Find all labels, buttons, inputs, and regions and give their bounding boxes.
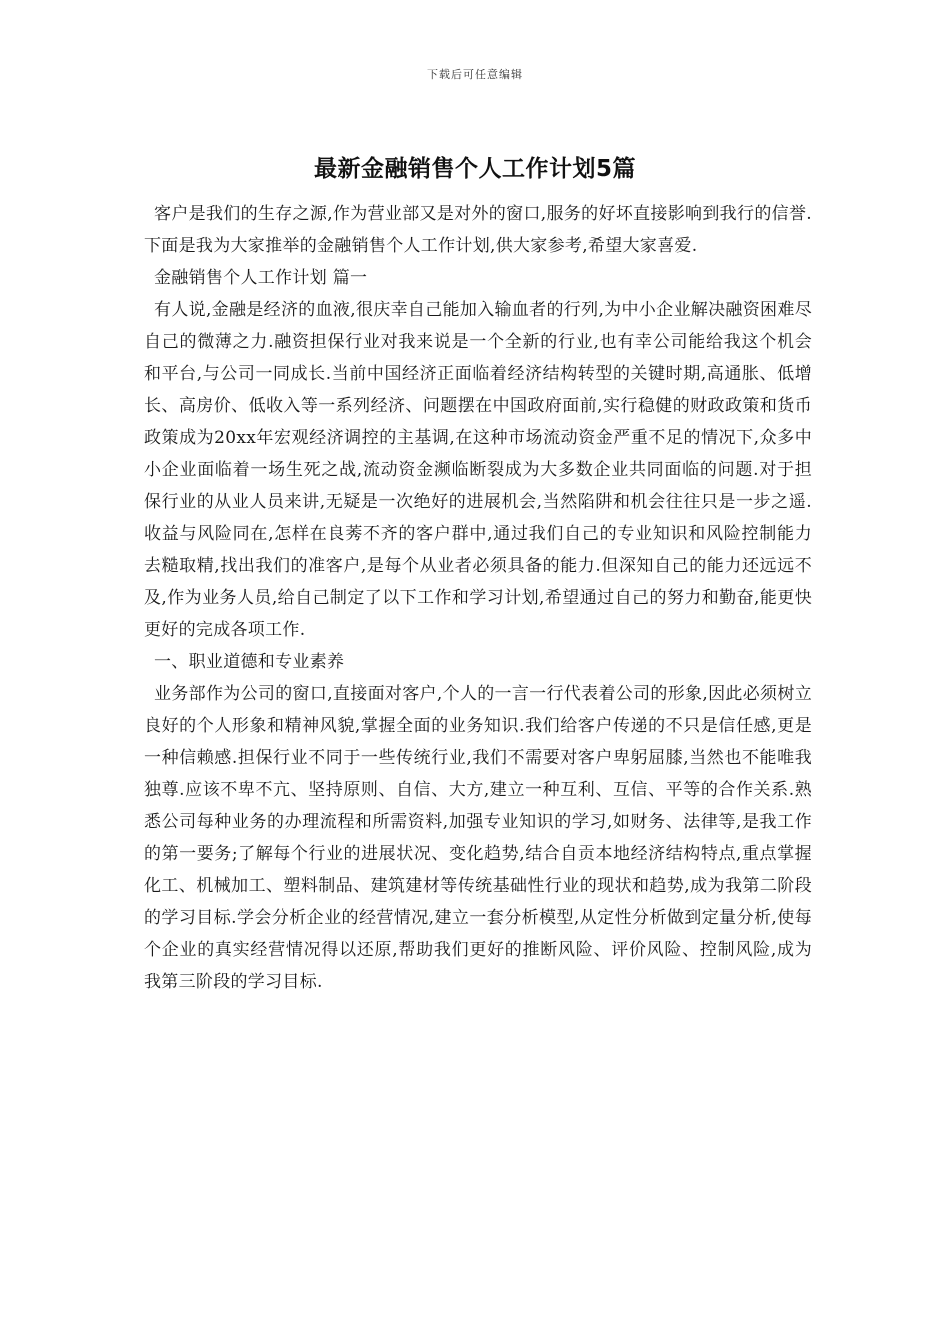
body-paragraph: 业务部作为公司的窗口,直接面对客户,个人的一言一行代表着公司的形象,因此必须树立良好的个人形象和精神风貌,掌握全面的业务知识.我们给客户传递的不只是信任感,更是一种信赖感.担保行业不同于一些传统行业,我们不需要对客户卑躬屈膝,当然也不能唯我独尊.应该不卑不亢、坚持原则、自信、大方,建立一种互利、互信、平等的合作关系.熟悉公司每种业务的办理流程和所需资料,加强专业知识的学习,如财务、法律等,是我工作的第一要务;了解每个行业的进展状况、变化趋势,结合自贡本地经济结构特点,重点掌握化工、机械加工、塑料制品、建筑建材等传统基础性行业的现状和趋势,成为我第二阶段的学习目标.学会分析企业的经营情况,建立一套分析模型,从定性分析做到定量分析,使每个企业的真实经营情况得以还原,帮助我们更好的推断风险、评价风险、控制风险,成为我第三阶段的学习目标. xyxy=(144,684,812,992)
body-paragraph: 有人说,金融是经济的血液,很庆幸自己能加入输血者的行列,为中小企业解决融资困难尽自己的微薄之力.融资担保行业对我来说是一个全新的行业,也有幸公司能给我这个机会和平台,与公司一同成长.当前中国经济正面临着经济结构转型的关键时期,高通胀、低增长、高房价、低收入等一系列经济、问题摆在中国政府面前,实行稳健的财政政策和货币政策成为20xx年宏观经济调控的主基调,在这种市场流动资金严重不足的情况下,众多中小企业面临着一场生死之战,流动资金濒临断裂成为大多数企业共同面临的问题.对于担保行业的从业人员来讲,无疑是一次绝好的进展机会,当然陷阱和机会往往只是一步之遥.收益与风险同在,怎样在良莠不齐的客户群中,通过我们自己的专业知识和风险控制能力去糙取精,找出我们的准客户,是每个从业者必须具备的能力.但深知自己的能力还远远不及,作为业务人员,给自己制定了以下工作和学习计划,希望通过自己的努力和勤奋,能更快更好的完成各项工作. xyxy=(144,300,812,640)
subsection-heading: 一、职业道德和专业素养 xyxy=(154,652,345,672)
intro-paragraph: 客户是我们的生存之源,作为营业部又是对外的窗口,服务的好坏直接影响到我行的信誉.下面是我为大家推举的金融销售个人工作计划,供大家参考,希望大家喜爱. xyxy=(144,204,812,256)
document-body xyxy=(144,198,812,998)
section-heading: 金融销售个人工作计划 篇一 xyxy=(154,268,368,288)
header-note: 下载后可任意编辑 xyxy=(427,68,523,81)
document-title: 最新金融销售个人工作计划5篇 xyxy=(313,156,636,182)
